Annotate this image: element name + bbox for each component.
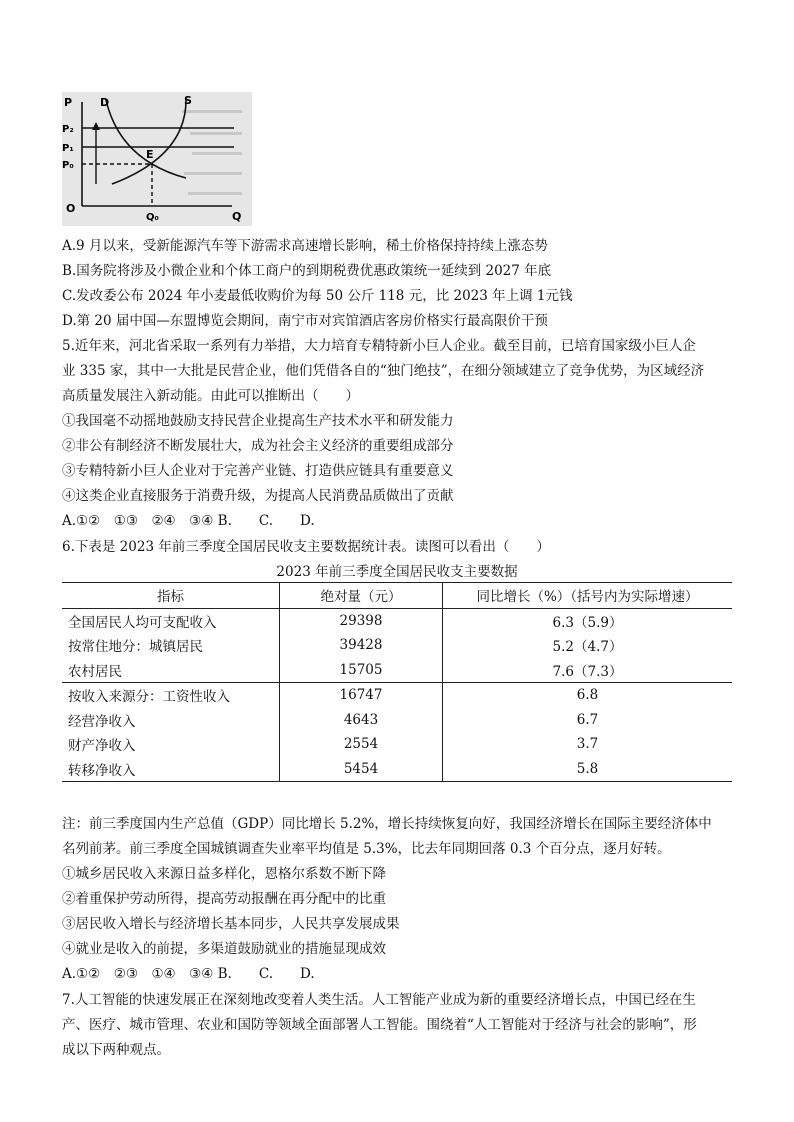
label-d: D <box>100 96 110 109</box>
supply-demand-graph <box>62 92 252 226</box>
label-e: E <box>146 148 154 161</box>
table-row <box>62 757 732 782</box>
label-p1: P₁ <box>62 143 74 154</box>
q5-stem-line1: 5.近年来，河北省采取一系列有力举措，大力培育专精特新小巨人企业。截至目前，已培育国家级小巨人企 <box>62 338 696 354</box>
cell-absolute: 4643 <box>280 708 443 733</box>
header-indicator: 指标 <box>62 583 280 609</box>
table-title: 2023 年前三季度全国居民收支主要数据 <box>276 564 518 580</box>
q6-note-line2: 名列前茅。前三季度全国城镇调查失业率平均值是 5.3%，比去年同期回落 0.3 个百分点，逐月好转。 <box>62 841 671 857</box>
cell-indicator: 转移净收入 <box>62 757 280 782</box>
cell-growth: 6.7 <box>576 711 599 728</box>
table-row <box>62 732 732 757</box>
cell-growth: 7.6（7.3） <box>552 663 623 680</box>
label-p: P <box>64 96 73 109</box>
label-q: Q <box>232 210 242 223</box>
table-row <box>62 683 732 708</box>
q4-option-a: A.9 月以来，受新能源汽车等下游需求高速增长影响，稀土价格保持持续上涨态势 <box>62 238 548 254</box>
label-s: S <box>184 94 192 107</box>
q7-stem-line3: 成以下两种观点。 <box>62 1042 170 1058</box>
q4-option-c: C.发改委公布 2024 年小麦最低收购价为每 50 公斤 118 元，比 2023 年上调 1元钱 <box>62 288 573 304</box>
q5-item-1: ①我国毫不动摇地鼓励支持民营企业提高生产技术水平和研发能力 <box>62 413 454 429</box>
label-p2: P₂ <box>62 124 74 135</box>
header-absolute: 绝对量（元） <box>280 583 443 609</box>
cell-growth: 3.7 <box>576 736 599 753</box>
label-q0: Q₀ <box>146 212 159 223</box>
cell-absolute: 15705 <box>280 658 443 683</box>
table-row <box>62 658 732 683</box>
cell-indicator: 农村居民 <box>62 658 280 683</box>
cell-absolute: 2554 <box>280 732 443 757</box>
table-row <box>62 608 732 633</box>
supply-demand-figure <box>62 92 252 226</box>
q6-answer-options: A.①② ②③ ①④ ③④ B. C. D. <box>62 966 315 982</box>
q5-answer-options: A.①② ①③ ②④ ③④ B. C. D. <box>62 513 315 529</box>
q5-item-3: ③专精特新小巨人企业对于完善产业链、打造供应链具有重要意义 <box>62 463 454 479</box>
q6-item-1: ①城乡居民收入来源日益多样化，恩格尔系数不断下降 <box>62 866 386 882</box>
cell-absolute: 29398 <box>280 608 443 633</box>
cell-indicator: 经营净收入 <box>62 708 280 733</box>
income-table <box>62 582 732 782</box>
table-row <box>62 633 732 658</box>
cell-indicator: 财产净收入 <box>62 732 280 757</box>
q5-item-2: ②非公有制经济不断发展壮大，成为社会主义经济的重要组成部分 <box>62 438 454 454</box>
q6-stem: 6.下表是 2023 年前三季度全国居民收支主要数据统计表。读图可以看出（ ） <box>62 539 550 555</box>
q4-option-b: B.国务院将涉及小微企业和个体工商户的到期税费优惠政策统一延续到 2027 年底 <box>62 263 552 279</box>
q5-stem-line2: 业 335 家，其中一大批是民营企业，他们凭借各自的“独门绝技”，在细分领域建立了竞争优势，为区域经济 <box>62 363 705 379</box>
cell-absolute: 39428 <box>280 633 443 658</box>
q6-item-4: ④就业是收入的前提，多渠道鼓励就业的措施显现成效 <box>62 941 386 957</box>
header-growth: 同比增长（%）（括号内为实际增速） <box>443 583 733 609</box>
q5-item-4: ④这类企业直接服务于消费升级，为提高人民消费品质做出了贡献 <box>62 488 454 504</box>
cell-absolute: 16747 <box>280 683 443 708</box>
cell-absolute: 5454 <box>280 757 443 782</box>
q6-item-3: ③居民收入增长与经济增长基本同步，人民共享发展成果 <box>62 916 400 932</box>
q6-note-line1: 注：前三季度国内生产总值（GDP）同比增长 5.2%，增长持续恢复向好，我国经济增长在国际主要经济体中 <box>62 816 712 832</box>
cell-growth: 6.8 <box>443 683 733 708</box>
cell-growth: 5.2（4.7） <box>552 639 623 656</box>
cell-indicator: 按收入来源分：工资性收入 <box>62 683 280 708</box>
q5-stem-line3: 高质量发展注入新动能。由此可以推断出（ ） <box>62 388 359 404</box>
label-p0: P₀ <box>62 160 74 171</box>
cell-growth: 6.3（5.9） <box>552 614 623 631</box>
cell-indicator: 按常住地分：城镇居民 <box>62 633 280 658</box>
q7-stem-line2: 产、医疗、城市管理、农业和国防等领域全面部署人工智能。围绕着“人工智能对于经济与社会的影响”，形 <box>62 1017 697 1033</box>
q7-stem-line1: 7.人工智能的快速发展正在深刻地改变着人类生活。人工智能产业成为新的重要经济增长点，中国已经在生 <box>62 992 696 1008</box>
table-header-row <box>62 583 732 609</box>
q6-item-2: ②着重保护劳动所得，提高劳动报酬在再分配中的比重 <box>62 891 386 907</box>
q4-option-d: D.第 20 届中国—东盟博览会期间，南宁市对宾馆酒店客房价格实行最高限价干预 <box>62 313 548 329</box>
label-o: O <box>66 202 76 215</box>
table-row <box>62 708 732 733</box>
cell-indicator: 全国居民人均可支配收入 <box>62 608 280 633</box>
cell-growth: 5.8 <box>576 760 599 777</box>
